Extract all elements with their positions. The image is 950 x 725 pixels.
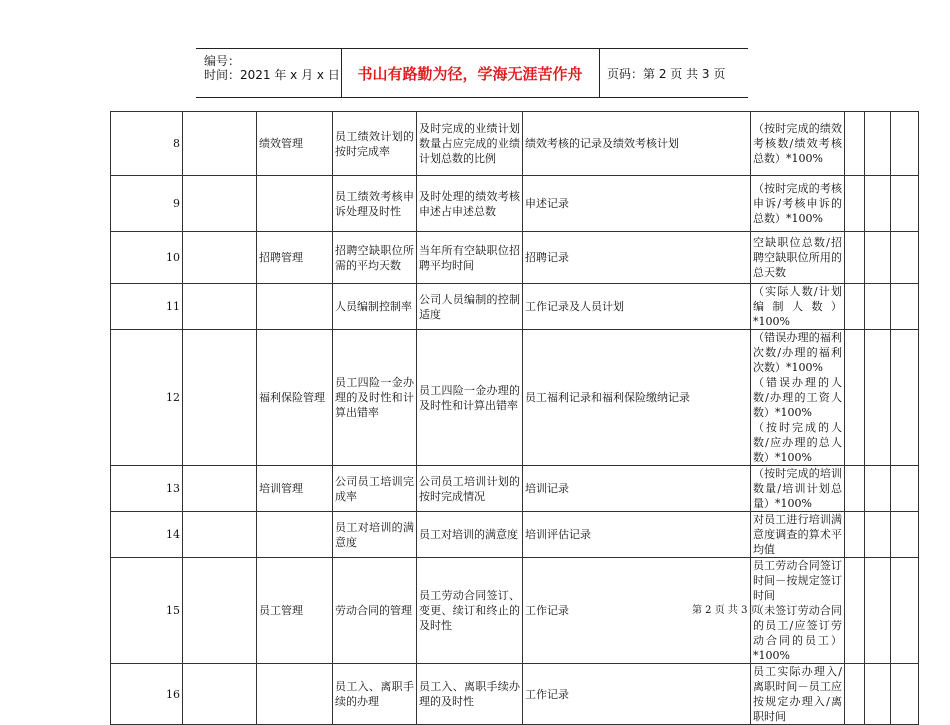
empty-cell — [183, 176, 257, 232]
empty-cell — [891, 558, 919, 664]
definition-cell: 公司人员编制的控制适度 — [417, 284, 523, 330]
table-row — [111, 330, 919, 466]
row-number: 10 — [111, 232, 183, 284]
definition-cell: 公司员工培训计划的按时完成情况 — [417, 466, 523, 512]
category-cell — [257, 512, 333, 558]
formula-cell: （按时完成的绩效考核数/绩效考核总数）*100% — [751, 112, 845, 176]
empty-cell — [891, 112, 919, 176]
empty-cell — [183, 232, 257, 284]
indicator-cell: 招聘空缺职位所需的平均天数 — [333, 232, 417, 284]
time-label: 时间：2021 年 x 月 x 日 — [204, 68, 340, 82]
empty-cell — [845, 232, 865, 284]
formula-cell: （按时完成的考核申诉/考核申诉的总数）*100% — [751, 176, 845, 232]
empty-cell — [845, 330, 865, 466]
empty-cell — [183, 284, 257, 330]
indicator-cell: 公司员工培训完成率 — [333, 466, 417, 512]
table-row — [111, 176, 919, 232]
source-cell: 绩效考核的记录及绩效考核计划 — [523, 112, 751, 176]
row-number: 12 — [111, 330, 183, 466]
empty-cell — [845, 558, 865, 664]
empty-cell — [865, 558, 891, 664]
category-cell: 福利保险管理 — [257, 330, 333, 466]
source-cell: 申述记录 — [523, 176, 751, 232]
empty-cell — [865, 664, 891, 725]
definition-cell: 员工对培训的满意度 — [417, 512, 523, 558]
empty-cell — [845, 284, 865, 330]
empty-cell — [865, 284, 891, 330]
indicator-cell: 人员编制控制率 — [333, 284, 417, 330]
empty-cell — [891, 176, 919, 232]
empty-cell — [865, 466, 891, 512]
empty-cell — [845, 176, 865, 232]
source-cell: 员工福利记录和福利保险缴纳记录 — [523, 330, 751, 466]
category-cell: 培训管理 — [257, 466, 333, 512]
empty-cell — [865, 176, 891, 232]
formula-cell: 员工劳动合同签订时间－按规定签订时间 （未签订劳动合同的员工/应签订劳动合同的员工）*100% — [751, 558, 845, 664]
kpi-table — [110, 111, 919, 725]
empty-cell — [183, 664, 257, 725]
indicator-cell: 员工绩效考核申诉处理及时性 — [333, 176, 417, 232]
empty-cell — [865, 112, 891, 176]
category-cell: 员工管理 — [257, 558, 333, 664]
indicator-cell: 员工入、离职手续的办理 — [333, 664, 417, 725]
source-cell: 工作记录及人员计划 — [523, 284, 751, 330]
empty-cell — [183, 558, 257, 664]
indicator-cell: 员工四险一金办理的及时性和计算出错率 — [333, 330, 417, 466]
category-cell — [257, 664, 333, 725]
empty-cell — [183, 112, 257, 176]
row-number: 9 — [111, 176, 183, 232]
formula-cell: 员工实际办理入/离职时间－员工应按规定办理入/离职时间 — [751, 664, 845, 725]
table-row — [111, 558, 919, 664]
source-cell: 工作记录 — [523, 664, 751, 725]
empty-cell — [865, 330, 891, 466]
empty-cell — [891, 512, 919, 558]
empty-cell — [183, 466, 257, 512]
header-meta-cell — [196, 49, 342, 97]
empty-cell — [845, 512, 865, 558]
category-cell: 招聘管理 — [257, 232, 333, 284]
formula-cell: （错误办理的福利次数/办理的福利次数）*100% （错误办理的人数/办理的工资人数）*100% （按时完成的人数/应办理的总人数）*100% — [751, 330, 845, 466]
indicator-cell: 员工绩效计划的按时完成率 — [333, 112, 417, 176]
definition-cell: 员工四险一金办理的及时性和计算出错率 — [417, 330, 523, 466]
empty-cell — [865, 512, 891, 558]
table-row — [111, 232, 919, 284]
row-number: 16 — [111, 664, 183, 725]
table-row — [111, 664, 919, 725]
empty-cell — [865, 232, 891, 284]
formula-cell: 空缺职位总数/招聘空缺职位所用的总天数 — [751, 232, 845, 284]
row-number: 13 — [111, 466, 183, 512]
definition-cell: 及时完成的业绩计划数量占应完成的业绩计划总数的比例 — [417, 112, 523, 176]
row-number: 8 — [111, 112, 183, 176]
empty-cell — [183, 512, 257, 558]
category-cell — [257, 284, 333, 330]
formula-cell: （实际人数/计划编制人数）*100% — [751, 284, 845, 330]
motto-text: 书山有路勤为径，学海无涯苦作舟 — [341, 49, 600, 97]
table-row — [111, 512, 919, 558]
table-row — [111, 284, 919, 330]
source-cell: 培训评估记录 — [523, 512, 751, 558]
empty-cell — [845, 466, 865, 512]
definition-cell: 当年所有空缺职位招聘平均时间 — [417, 232, 523, 284]
page-info: 页码：第 2 页 共 3 页 — [607, 66, 726, 81]
empty-cell — [891, 284, 919, 330]
category-cell: 绩效管理 — [257, 112, 333, 176]
formula-cell: （按时完成的培训数量/培训计划总量）*100% — [751, 466, 845, 512]
definition-cell: 及时处理的绩效考核申述占申述总数 — [417, 176, 523, 232]
table-row — [111, 112, 919, 176]
kpi-table-body — [111, 112, 919, 725]
page-header — [196, 48, 748, 98]
empty-cell — [845, 664, 865, 725]
empty-cell — [891, 664, 919, 725]
empty-cell — [183, 330, 257, 466]
page-footer: 第 2 页 共 3 页 — [692, 605, 761, 616]
formula-cell: 对员工进行培训满意度调查的算术平均值 — [751, 512, 845, 558]
source-cell: 工作记录 — [523, 558, 751, 664]
definition-cell: 员工劳动合同签订、变更、续订和终止的及时性 — [417, 558, 523, 664]
empty-cell — [845, 112, 865, 176]
row-number: 11 — [111, 284, 183, 330]
number-label: 编号： — [204, 54, 241, 68]
source-cell: 招聘记录 — [523, 232, 751, 284]
definition-cell: 员工入、离职手续办理的及时性 — [417, 664, 523, 725]
indicator-cell: 劳动合同的管理 — [333, 558, 417, 664]
row-number: 15 — [111, 558, 183, 664]
empty-cell — [891, 330, 919, 466]
indicator-cell: 员工对培训的满意度 — [333, 512, 417, 558]
row-number: 14 — [111, 512, 183, 558]
source-cell: 培训记录 — [523, 466, 751, 512]
empty-cell — [891, 466, 919, 512]
category-cell — [257, 176, 333, 232]
empty-cell — [891, 232, 919, 284]
table-row — [111, 466, 919, 512]
